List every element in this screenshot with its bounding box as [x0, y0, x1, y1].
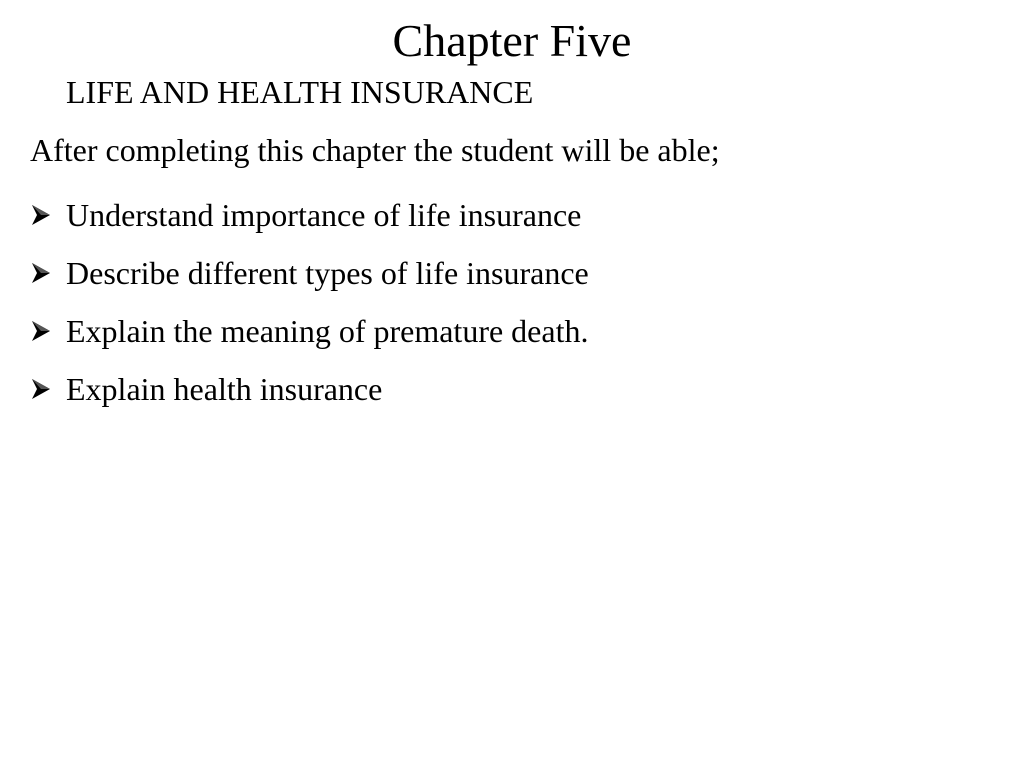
slide-title: Chapter Five [392, 15, 632, 66]
objective-item [30, 186, 589, 244]
slide-subtitle: LIFE AND HEALTH INSURANCE [66, 74, 534, 110]
arrowhead-bullet-icon [30, 253, 66, 293]
objective-text: Explain the meaning of premature death. [66, 313, 589, 349]
arrowhead-bullet-icon [30, 311, 66, 351]
objectives-intro: After completing this chapter the student will be able; [30, 132, 720, 168]
objective-item [30, 302, 589, 360]
objectives-list [30, 186, 589, 418]
arrowhead-bullet-icon [30, 369, 66, 409]
objective-item [30, 360, 589, 418]
objective-text: Describe different types of life insurance [66, 255, 589, 291]
objective-text: Understand importance of life insurance [66, 197, 582, 233]
objective-item [30, 244, 589, 302]
objective-text: Explain health insurance [66, 371, 383, 407]
arrowhead-bullet-icon [30, 195, 66, 235]
